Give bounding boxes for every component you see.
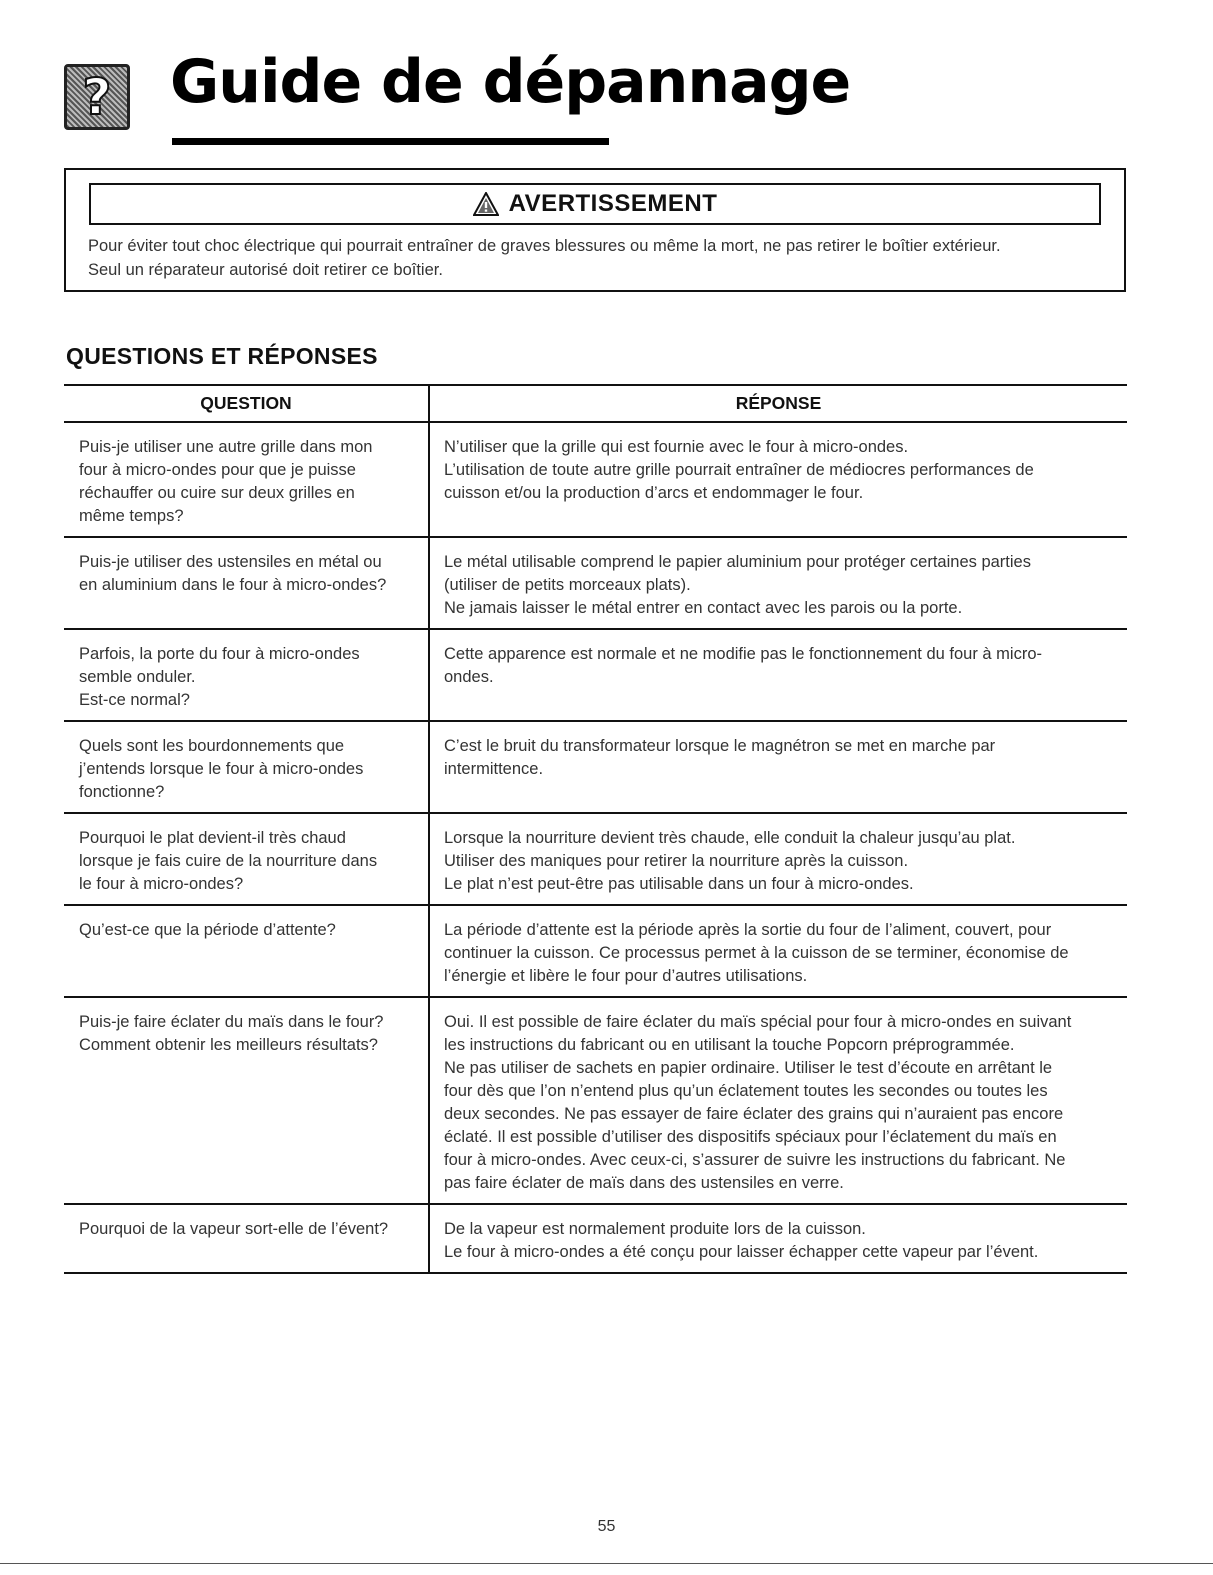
reponse-line: four à micro-ondes. Avec ceux-ci, s’assurer de suivre les instructions du fabricant. Ne xyxy=(444,1151,1066,1169)
question-line: Parfois, la porte du four à micro-ondes xyxy=(79,645,360,663)
reponse-cell xyxy=(428,906,1127,996)
warning-title-frame xyxy=(89,183,1101,225)
reponse-line: intermittence. xyxy=(444,760,544,778)
question-cell xyxy=(64,906,428,996)
page-title: Guide de dépannage xyxy=(170,47,851,117)
reponse-line: Ne jamais laisser le métal entrer en contact avec les parois ou la porte. xyxy=(444,599,963,617)
warning-text xyxy=(88,234,1118,282)
reponse-line: deux secondes. Ne pas essayer de faire éclater des grains qui n’auraient pas encore xyxy=(444,1105,1064,1123)
reponse-cell xyxy=(428,538,1127,628)
reponse-cell xyxy=(428,998,1127,1203)
reponse-line: ondes. xyxy=(444,668,494,686)
warning-line: Pour éviter tout choc électrique qui pourrait entraîner de graves blessures ou même la mort, ne pas retirer le boîtier extérieur. xyxy=(88,237,1001,255)
bottom-rule xyxy=(0,1563,1213,1564)
question-line: Puis-je utiliser des ustensiles en métal ou xyxy=(79,553,382,571)
question-mark-icon xyxy=(64,64,130,130)
table-row xyxy=(64,814,1127,906)
warning-title: AVERTISSEMENT xyxy=(508,190,718,217)
question-line: semble onduler. xyxy=(79,668,196,686)
question-line: en aluminium dans le four à micro-ondes? xyxy=(79,576,387,594)
reponse-line: L’utilisation de toute autre grille pourrait entraîner de médiocres performances de xyxy=(444,461,1034,479)
reponse-line: Le métal utilisable comprend le papier aluminium pour protéger certaines parties xyxy=(444,553,1031,571)
reponse-cell xyxy=(428,722,1127,812)
question-line: Qu’est-ce que la période d’attente? xyxy=(79,921,336,939)
question-line: four à micro-ondes pour que je puisse xyxy=(79,461,356,479)
table-row xyxy=(64,906,1127,998)
table-row xyxy=(64,423,1127,538)
question-line: même temps? xyxy=(79,507,184,525)
table-row xyxy=(64,538,1127,630)
table-row xyxy=(64,630,1127,722)
reponse-cell xyxy=(428,1205,1127,1272)
reponse-line: Utiliser des maniques pour retirer la nourriture après la cuisson. xyxy=(444,852,909,870)
reponse-line: Le four à micro-ondes a été conçu pour laisser échapper cette vapeur par l’évent. xyxy=(444,1243,1039,1261)
reponse-line: De la vapeur est normalement produite lors de la cuisson. xyxy=(444,1220,866,1238)
reponse-line: éclaté. Il est possible d’utiliser des dispositifs spéciaux pour l’éclatement du maïs en xyxy=(444,1128,1057,1146)
table-body xyxy=(64,423,1127,1274)
question-line: Pourquoi de la vapeur sort-elle de l’évent? xyxy=(79,1220,389,1238)
table-row xyxy=(64,722,1127,814)
question-line: Puis-je utiliser une autre grille dans mon xyxy=(79,438,373,456)
question-cell xyxy=(64,722,428,812)
reponse-line: pas faire éclater de maïs dans des ustensiles en verre. xyxy=(444,1174,844,1192)
warning-triangle-icon xyxy=(473,192,499,216)
question-cell xyxy=(64,814,428,904)
question-line: lorsque je fais cuire de la nourriture dans xyxy=(79,852,378,870)
question-cell xyxy=(64,538,428,628)
reponse-line: four dès que l’on n’entend plus qu’un éclatement toutes les secondes ou toutes les xyxy=(444,1082,1048,1100)
section-heading: QUESTIONS ET RÉPONSES xyxy=(66,343,378,369)
reponse-line: Oui. Il est possible de faire éclater du maïs spécial pour four à micro-ondes en suivant xyxy=(444,1013,1072,1031)
question-cell xyxy=(64,630,428,720)
question-line: fonctionne? xyxy=(79,783,165,801)
question-line: Est-ce normal? xyxy=(79,691,190,709)
column-header-reponse: RÉPONSE xyxy=(428,386,1127,421)
table-row xyxy=(64,1205,1127,1274)
table-row xyxy=(64,998,1127,1205)
reponse-line: Le plat n’est peut-être pas utilisable dans un four à micro-ondes. xyxy=(444,875,914,893)
reponse-cell xyxy=(428,814,1127,904)
reponse-line: l’énergie et libère le four pour d’autres utilisations. xyxy=(444,967,808,985)
question-line: réchauffer ou cuire sur deux grilles en xyxy=(79,484,355,502)
question-line: Puis-je faire éclater du maïs dans le four? xyxy=(79,1013,384,1031)
table-header xyxy=(64,384,1127,423)
question-line: Comment obtenir les meilleurs résultats? xyxy=(79,1036,378,1054)
reponse-cell xyxy=(428,630,1127,720)
warning-box xyxy=(64,168,1126,292)
reponse-line: C’est le bruit du transformateur lorsque le magnétron se met en marche par xyxy=(444,737,996,755)
page-number: 55 xyxy=(597,1518,616,1535)
reponse-line: Cette apparence est normale et ne modifie pas le fonctionnement du four à micro- xyxy=(444,645,1042,663)
question-line: le four à micro-ondes? xyxy=(79,875,244,893)
question-cell xyxy=(64,998,428,1203)
question-line: Quels sont les bourdonnements que xyxy=(79,737,345,755)
reponse-line: les instructions du fabricant ou en utilisant la touche Popcorn préprogrammée. xyxy=(444,1036,1015,1054)
column-header-question: QUESTION xyxy=(200,393,292,413)
reponse-line: (utiliser de petits morceaux plats). xyxy=(444,576,691,594)
reponse-line: N’utiliser que la grille qui est fournie avec le four à micro-ondes. xyxy=(444,438,909,456)
reponse-line: La période d’attente est la période après la sortie du four de l’aliment, couvert, pour xyxy=(444,921,1052,939)
question-line: Pourquoi le plat devient-il très chaud xyxy=(79,829,346,847)
question-line: j’entends lorsque le four à micro-ondes xyxy=(79,760,364,778)
reponse-line: cuisson et/ou la production d’arcs et endommager le four. xyxy=(444,484,864,502)
question-cell xyxy=(64,1205,428,1272)
warning-line: Seul un réparateur autorisé doit retirer ce boîtier. xyxy=(88,261,443,279)
title-underline xyxy=(172,138,609,145)
reponse-cell xyxy=(428,423,1127,536)
question-cell xyxy=(64,423,428,536)
question-mark-glyph: ? xyxy=(82,68,112,126)
qa-table xyxy=(64,384,1127,1274)
reponse-line: Ne pas utiliser de sachets en papier ordinaire. Utiliser le test d’écoute en arrêtant le xyxy=(444,1059,1053,1077)
reponse-line: Lorsque la nourriture devient très chaude, elle conduit la chaleur jusqu’au plat. xyxy=(444,829,1016,847)
reponse-line: continuer la cuisson. Ce processus permet à la cuisson de se terminer, économise de xyxy=(444,944,1069,962)
